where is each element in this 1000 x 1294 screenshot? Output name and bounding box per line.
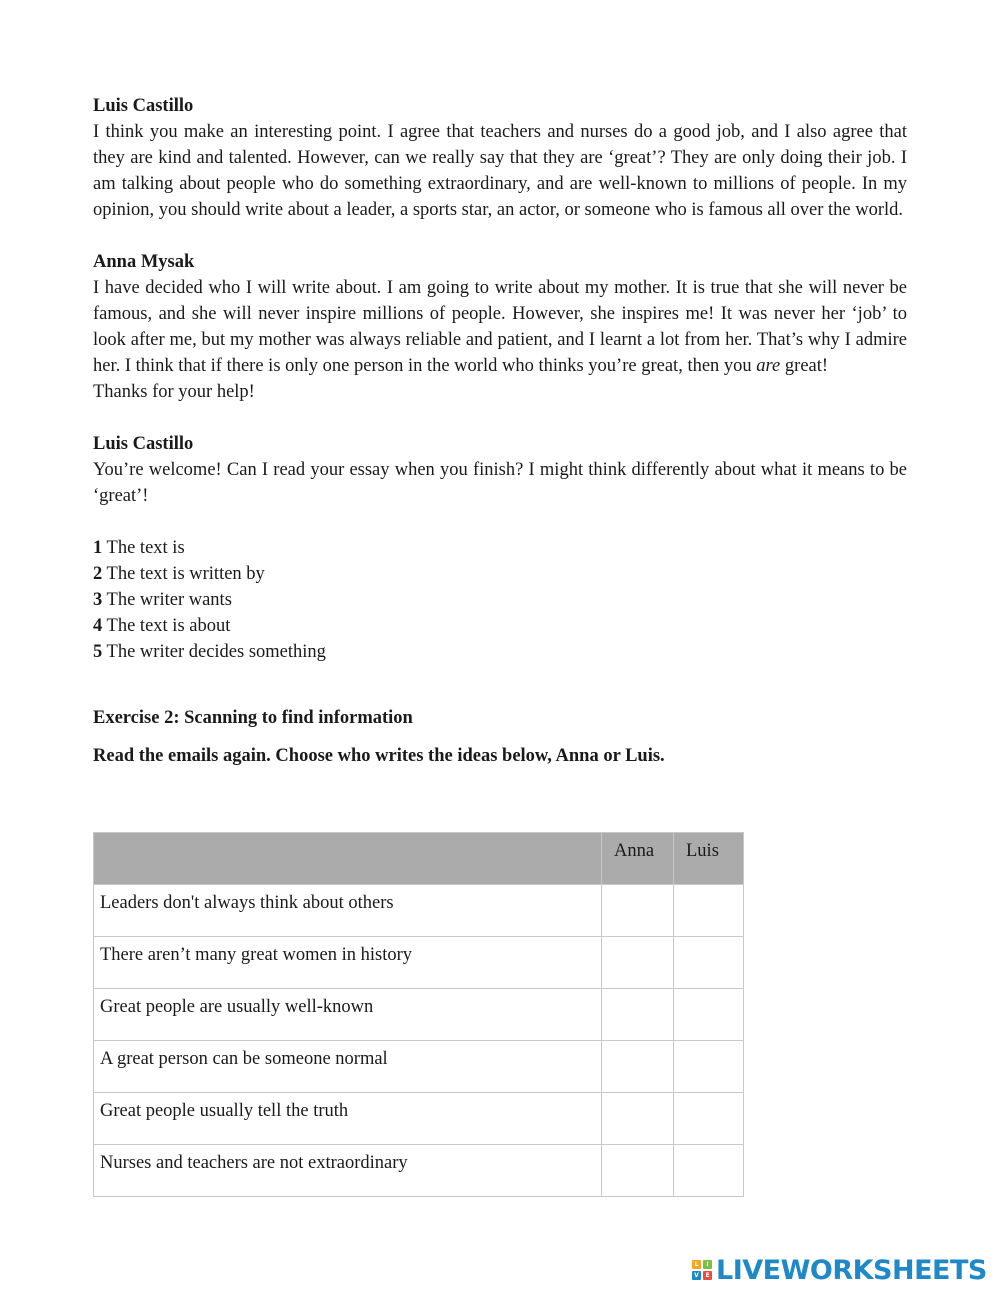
logo-text: LIVEWORKSHEETS (716, 1254, 987, 1286)
table-row (94, 1041, 744, 1093)
anna-answer-box[interactable] (602, 1093, 674, 1145)
question-item: 1 The text is (93, 538, 185, 558)
question-item: 5 The writer decides something (93, 642, 326, 662)
logo-mark-icon (692, 1260, 712, 1280)
statement-cell: A great person can be someone normal (94, 1041, 602, 1093)
luis-answer-box[interactable] (674, 1041, 744, 1093)
liveworksheets-logo[interactable] (692, 1255, 987, 1285)
header-luis: Luis (674, 833, 744, 885)
message-2 (93, 249, 907, 405)
luis-answer-box[interactable] (674, 989, 744, 1041)
statement-cell: Leaders don't always think about others (94, 885, 602, 937)
statement-cell: Great people are usually well-known (94, 989, 602, 1041)
message-text: I have decided who I will write about. I am going to write about my mother. It is true that she will never be famous, and she will never inspire millions of people. However, she inspires me! It was never her ‘job’ to look after me, but my mother was always reliable and patient, and I learnt a lot from her. That’s why I admire her. I think that if there is only one person in the world who thinks you’re great, then you are great! (93, 278, 907, 376)
message-author: Luis Castillo (93, 96, 194, 116)
question-item: 4 The text is about (93, 616, 231, 636)
luis-answer-box[interactable] (674, 885, 744, 937)
table-row (94, 989, 744, 1041)
message-signoff: Thanks for your help! (93, 382, 255, 402)
message-author: Luis Castillo (93, 434, 194, 454)
statement-cell: Nurses and teachers are not extraordinary (94, 1145, 602, 1197)
luis-answer-box[interactable] (674, 1145, 744, 1197)
answer-table (93, 832, 744, 1197)
table-row (94, 885, 744, 937)
table-row (94, 1093, 744, 1145)
anna-answer-box[interactable] (602, 885, 674, 937)
message-author: Anna Mysak (93, 252, 195, 272)
question-list (93, 535, 907, 665)
luis-answer-box[interactable] (674, 1093, 744, 1145)
anna-answer-box[interactable] (602, 989, 674, 1041)
question-item: 3 The writer wants (93, 590, 232, 610)
header-anna: Anna (602, 833, 674, 885)
message-3 (93, 431, 907, 509)
statement-cell: Great people usually tell the truth (94, 1093, 602, 1145)
document-body (93, 93, 907, 769)
anna-answer-box[interactable] (602, 1145, 674, 1197)
anna-answer-box[interactable] (602, 937, 674, 989)
exercise-instruction: Read the emails again. Choose who writes the ideas below, Anna or Luis. (93, 746, 665, 766)
table-row (94, 1145, 744, 1197)
message-text: You’re welcome! Can I read your essay when you finish? I might think differently about what it means to be ‘great’! (93, 460, 907, 506)
statement-cell: There aren’t many great women in history (94, 937, 602, 989)
header-blank (94, 833, 602, 885)
logo-mark-cell: I (703, 1260, 712, 1269)
logo-mark-cell: L (692, 1260, 701, 1269)
message-1 (93, 93, 907, 223)
logo-mark-cell: E (703, 1271, 712, 1280)
message-text: I think you make an interesting point. I agree that teachers and nurses do a good job, and I also agree that they are kind and talented. However, can we really say that they are ‘great’? They are only doing their job. I am talking about people who do something extraordinary, and are well-known to millions of people. In my opinion, you should write about a leader, a sports star, an actor, or someone who is famous all over the world. (93, 122, 907, 220)
logo-mark-cell: V (692, 1271, 701, 1280)
anna-answer-box[interactable] (602, 1041, 674, 1093)
table-header-row (94, 833, 744, 885)
table-row (94, 937, 744, 989)
question-item: 2 The text is written by (93, 564, 265, 584)
luis-answer-box[interactable] (674, 937, 744, 989)
emphasis: are (756, 356, 781, 376)
exercise-title: Exercise 2: Scanning to find information (93, 708, 413, 728)
